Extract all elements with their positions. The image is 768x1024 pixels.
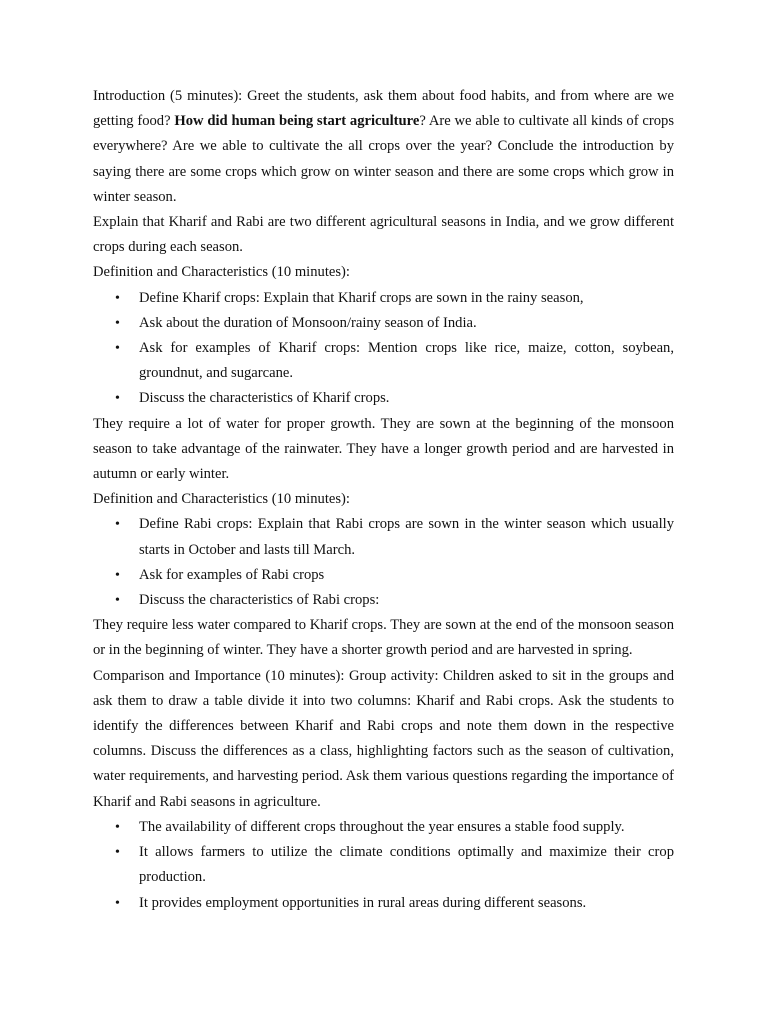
list-item: • Ask for examples of Kharif crops: Mention crops like rice, maize, cotton, soybean, groundnut, and sugarcane. — [93, 336, 674, 386]
intro-bold-question: How did human being start agriculture — [174, 113, 420, 130]
list-item: • It provides employment opportunities in rural areas during different seasons. — [93, 891, 674, 916]
list-item: • It allows farmers to utilize the climate conditions optimally and maximize their crop production. — [93, 840, 674, 890]
intro-paragraph — [93, 84, 674, 210]
intro-text-1: Introduction (5 minutes): Greet the students, ask them about food habits, and from where are we getting food? — [93, 88, 674, 130]
bullet-icon: • — [115, 391, 120, 407]
rabi-bullet-list — [93, 512, 674, 613]
bullet-icon: • — [115, 517, 120, 533]
rabi-heading: Definition and Characteristics (10 minutes): — [93, 491, 350, 508]
document-page — [93, 84, 674, 916]
kharif-heading: Definition and Characteristics (10 minutes): — [93, 264, 350, 281]
bullet-icon: • — [115, 567, 120, 583]
importance-bullet-list — [93, 815, 674, 916]
bullet-icon: • — [115, 290, 120, 306]
list-item: • Discuss the characteristics of Kharif crops. — [93, 386, 674, 411]
list-item: • Define Kharif crops: Explain that Kharif crops are sown in the rainy season, — [93, 286, 674, 311]
bullet-icon: • — [115, 593, 120, 609]
bullet-icon: • — [115, 845, 120, 861]
explain-paragraph: Explain that Kharif and Rabi are two different agricultural seasons in India, and we grow different crops during each season. — [93, 214, 674, 256]
list-item: • Discuss the characteristics of Rabi crops: — [93, 588, 674, 613]
list-item: • Define Rabi crops: Explain that Rabi crops are sown in the winter season which usually starts in October and lasts till March. — [93, 512, 674, 562]
intro-text-2: ? Are we able to cultivate all kinds of crops everywhere? Are we able to cultivate the all crops over the year? Conclude the introduction by saying there are some crops which grow on winter season and there are some crops which grow in winter season. — [93, 113, 675, 205]
list-item: • The availability of different crops throughout the year ensures a stable food supply. — [93, 815, 674, 840]
list-item: • Ask for examples of Rabi crops — [93, 563, 674, 588]
bullet-icon: • — [115, 341, 120, 357]
list-item: • Ask about the duration of Monsoon/rainy season of India. — [93, 311, 674, 336]
kharif-bullet-list — [93, 286, 674, 412]
comparison-paragraph: Comparison and Importance (10 minutes): Group activity: Children asked to sit in the groups and ask them to draw a table divide it into two columns: Kharif and Rabi crops. Ask the students to identify the differences between Kharif and Rabi crops and note them down in the respective columns. Discuss the differences as a class, highlighting factors such as the season of cultivation, water requirements, and harvesting period. Ask them various questions regarding the importance of Kharif and Rabi seasons in agriculture. — [93, 667, 674, 810]
bullet-icon: • — [115, 315, 120, 331]
kharif-paragraph: They require a lot of water for proper growth. They are sown at the beginning of the monsoon season to take advantage of the rainwater. They have a longer growth period and are harvested in autumn or early winter. — [93, 415, 674, 483]
bullet-icon: • — [115, 819, 120, 835]
rabi-paragraph: They require less water compared to Kharif crops. They are sown at the end of the monsoon season or in the beginning of winter. They have a shorter growth period and are harvested in spring. — [93, 617, 674, 659]
bullet-icon: • — [115, 895, 120, 911]
